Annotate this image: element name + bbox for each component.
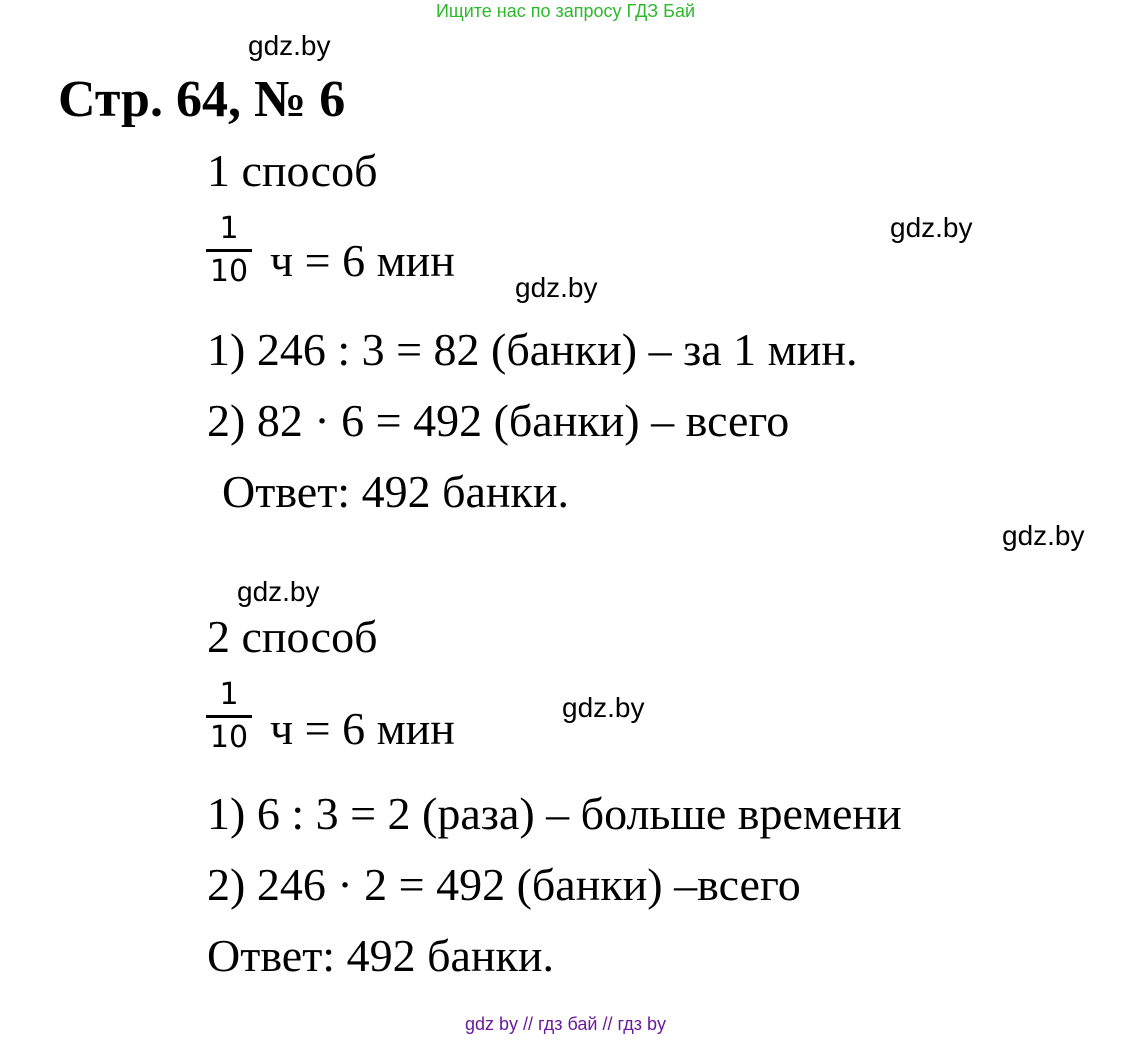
- method2-answer: Ответ: 492 банки.: [207, 930, 554, 981]
- watermark: gdz.by: [562, 692, 645, 723]
- method2-step1: 1) 6 : 3 = 2 (раза) – больше времени: [207, 788, 902, 839]
- method1-answer: Ответ: 492 банки.: [222, 466, 569, 517]
- method1-fraction: [206, 212, 252, 289]
- method2-fraction: [206, 678, 252, 755]
- watermark: gdz.by: [515, 272, 598, 303]
- method1-heading: 1 способ: [207, 145, 378, 196]
- fraction-numerator: 1: [219, 677, 239, 712]
- watermark: gdz.by: [237, 576, 320, 607]
- page-title: Стр. 64, № 6: [58, 71, 346, 128]
- method1-step2: 2) 82 · 6 = 492 (банки) – всего: [207, 395, 790, 446]
- watermark: gdz.by: [890, 212, 973, 243]
- fraction-bar: [206, 715, 252, 718]
- fraction-bar: [206, 249, 252, 252]
- method2-conversion: ч = 6 мин: [270, 703, 455, 754]
- watermark: gdz.by: [1002, 520, 1085, 551]
- fraction-denominator: 10: [209, 254, 249, 289]
- method2-step2: 2) 246 · 2 = 492 (банки) –всего: [207, 859, 801, 910]
- top-banner: Ищите нас по запросу ГДЗ Бай: [435, 1, 696, 21]
- footer-links: gdz by // гдз бай // гдз by: [464, 1014, 667, 1034]
- watermark: gdz.by: [248, 30, 331, 61]
- method1-step1: 1) 246 : 3 = 82 (банки) – за 1 мин.: [207, 324, 858, 375]
- fraction-denominator: 10: [209, 720, 249, 755]
- method2-heading: 2 способ: [207, 611, 378, 662]
- method1-conversion: ч = 6 мин: [270, 235, 455, 286]
- fraction-numerator: 1: [219, 211, 239, 246]
